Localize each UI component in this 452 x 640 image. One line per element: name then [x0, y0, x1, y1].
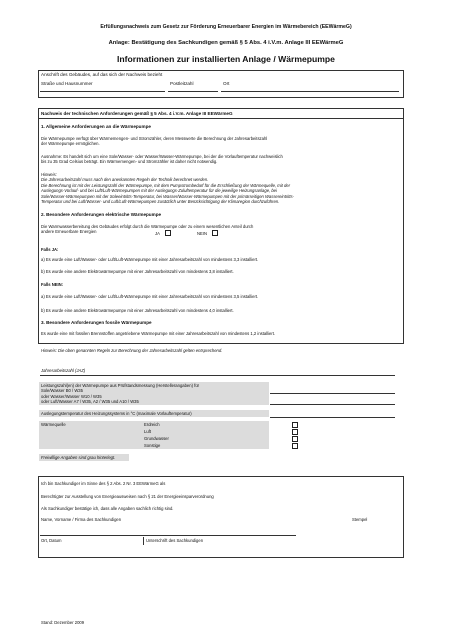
voluntary-note: Freiwillige Angaben sind grau hinterlegt.	[41, 455, 116, 460]
confirmation-text-1: Ich bin Sachkundiger im Sinne des § 2 Abs. 2 Nr. 3 EEWärmeG als	[41, 481, 166, 486]
requirements-heading: Nachweis der technischen Anforderungen gemäß § 5 Abs. 4 i.V.m. Anlage III EEWärmeG	[41, 111, 233, 116]
street-field[interactable]	[40, 91, 165, 92]
heat-source-other: Sonstige	[144, 443, 161, 448]
coefficient-field-2[interactable]	[270, 404, 395, 405]
coefficient-label: Leistungszahl(en) der Wärmepumpe aus Prüfstandsmessung (Herstellerangaben) für Sole/Wasser B0 / W35 oder Wasser/Wasser W10 / W35 oder Luft/Wasser A7 / W35, A2 / W35 und A10 / W35	[41, 383, 200, 405]
no-label: NEIN	[197, 231, 208, 236]
calculation-hint: Hinweis: Die oben genannten Regeln zur Berechnung der Jahresarbeitszahl gelten entsprechend.	[41, 348, 223, 353]
page-title: Informationen zur installierten Anlage / Wärmepumpe	[117, 54, 335, 64]
heat-source-groundwater: Grundwasser	[144, 436, 169, 441]
section-2-hot-water-text: Die Warmwasserbereitung des Gebäudes erfolgt durch die Wärmepumpe oder zu einem wesentlichen Anteil durch andere Erneuerbare Energien	[41, 224, 254, 235]
footer-status: Stand: Dezember 2009	[41, 620, 85, 625]
section-3-title: 3. Besondere Anforderungen fossile Wärmepumpe	[41, 320, 152, 325]
heat-source-air-checkbox[interactable]	[292, 429, 298, 435]
no-option-a: a) Es wurde eine Luft/Wasser- oder Luft/Luft-Wärmepumpe mit einer Jahresarbeitszahl von mindestens 3,5 installiert.	[41, 294, 259, 299]
confirmation-text-3: Als Sachkundiger bestätige ich, dass alle Angaben sachlich richtig sind.	[41, 506, 174, 511]
yes-checkbox[interactable]	[165, 230, 171, 236]
stamp-label: Stempel	[352, 517, 368, 522]
name-field[interactable]	[40, 535, 296, 536]
section-1-meters-text: Die Wärmepumpe verfügt über Wärmemengen- und Stromzähler, deren Messwerte die Berechnung der Jahresarbeitszahl der Wärmepumpe ermöglichen.	[41, 136, 268, 147]
postal-code-field[interactable]	[168, 91, 218, 92]
if-yes-label: Falls JA:	[41, 247, 59, 252]
divider	[143, 537, 144, 545]
city-label: Ort	[223, 81, 230, 86]
section-1-title: 1. Allgemeine Anforderungen an die Wärmepumpe	[41, 124, 151, 129]
place-date-label: Ort, Datum	[41, 538, 62, 543]
heat-source-soil: Erdreich	[144, 422, 160, 427]
yes-label: JA	[155, 231, 160, 236]
heat-source-groundwater-checkbox[interactable]	[292, 436, 298, 442]
street-label: Straße und Hausnummer	[41, 81, 93, 86]
temperature-label: Auslegungstemperatur des Heizungssystems in °C (maximale Vorlauftemperatur)	[41, 411, 192, 416]
confirmation-text-2: Berechtigter zur Ausstellung von Energieausweisen nach § 21 der Energieeinsparverordnung	[41, 494, 214, 499]
no-option-b: b) Es wurde eine andere Elektrowärmepumpe mit einer Jahresarbeitszahl von mindestens 4,0 installiert.	[41, 308, 234, 313]
address-intro: Anschrift des Gebäudes, auf das sich der Nachweis bezieht	[41, 72, 163, 77]
section-1-hint-text: Hinweis: Die Jahresarbeitszahl muss nach den anerkannten Regeln der Technik berechnet werden. Die Berechnung ist mit der Leistungszahl der Wärmepumpe, mit dem Pumpstrombedarf für die Erschließung der Wärmequelle, mit der Auslegungs-Vorlauf- und bei Luft/Luft-Wärmepumpen mit der Auslegungs-Zuluftemperatur für die jeweilige Heizungsanlage, bei Sole/Wasser-Wärmepumpen mit der Soleeintritts-Temperatur, bei Wasser/Wasser-Wärmepumpen mit der primärseitigen Wassereintritts- Temperatur und bei Luft/Wasser- und Luft/Luft-Wärmepumpen zusätzlich unter Berücksichtigung der Klimaregion durchzuführen.	[41, 172, 295, 205]
if-no-label: Falls NEIN:	[41, 282, 64, 287]
divider	[40, 375, 270, 376]
heat-source-other-checkbox[interactable]	[292, 443, 298, 449]
jaz-label: Jahresarbeitszahl (JAZ)	[41, 368, 86, 373]
section-2-title: 2. Besondere Anforderungen elektrische Wärmepumpe	[41, 212, 162, 217]
heat-source-label: Wärmequelle	[41, 422, 66, 427]
city-field[interactable]	[221, 91, 399, 92]
yes-option-a: a) Es wurde eine Luft/Wasser- oder Luft/Luft-Wärmepumpe mit einer Jahresarbeitszahl von mindestens 3,3 installiert.	[41, 257, 259, 262]
section-1-exception-text: Ausnahme: Es handelt sich um eine Sole/Wasser- oder Wasser/Wasser-Wärmepumpe, bei der die Vorlauftemperatur nachweislich bis zu 35 Grad Celsius beträgt. Ein Wärmemengen- und Stromzähler ist daher nicht notwendig.	[41, 154, 283, 165]
signature-label: Unterschrift des Sachkundigen	[146, 538, 204, 543]
header-line-2: Anlage: Bestätigung des Sachkundigen gemäß § 5 Abs. 4 i.V.m. Anlage III EEWärmeG	[108, 40, 344, 46]
name-label: Name, Vorname / Firma des Sachkundigen	[41, 517, 122, 522]
section-3-text: Es wurde eine mit fossilen Brennstoffen angetriebene Wärmepumpe mit einer Jahresarbeitszahl von mindestens 1,2 installiert.	[41, 331, 276, 336]
jaz-field[interactable]	[270, 375, 395, 376]
yes-option-b: b) Es wurde eine andere Elektrowärmepumpe mit einer Jahresarbeitszahl von mindestens 3,8 installiert.	[41, 269, 234, 274]
heat-source-soil-checkbox[interactable]	[292, 422, 298, 428]
coefficient-field[interactable]	[270, 393, 395, 394]
temperature-field[interactable]	[270, 417, 395, 418]
heat-source-air: Luft	[144, 429, 151, 434]
divider	[38, 118, 403, 119]
postal-code-label: Postleitzahl	[170, 81, 194, 86]
no-checkbox[interactable]	[212, 230, 218, 236]
header-line-1: Erfüllungsnachweis zum Gesetz zur Förderung Erneuerbarer Energien im Wärmebereich (EEWärmeG)	[100, 24, 352, 30]
